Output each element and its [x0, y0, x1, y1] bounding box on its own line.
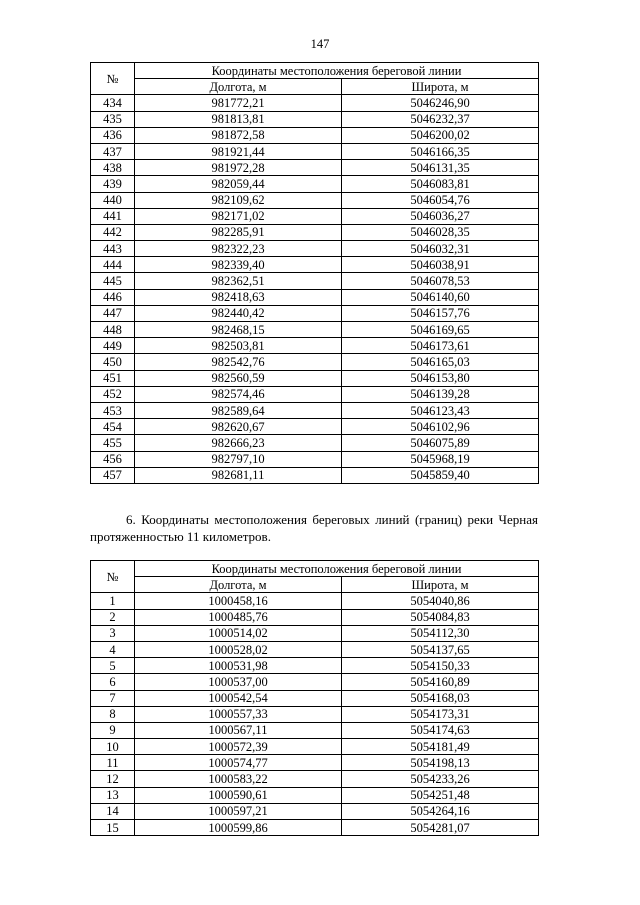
longitude-cell: 1000597,21	[135, 803, 342, 819]
row-number-cell: 447	[91, 305, 135, 321]
row-number-cell: 456	[91, 451, 135, 467]
row-number-cell: 444	[91, 257, 135, 273]
table-row	[91, 609, 539, 625]
row-number-cell: 434	[91, 95, 135, 111]
row-number-cell: 446	[91, 289, 135, 305]
column-header-latitude: Широта, м	[342, 79, 539, 95]
latitude-cell: 5054084,83	[342, 609, 539, 625]
latitude-cell: 5054112,30	[342, 625, 539, 641]
table-row	[91, 241, 539, 257]
table-row	[91, 111, 539, 127]
latitude-cell: 5045859,40	[342, 467, 539, 483]
table-row	[91, 224, 539, 240]
table-row	[91, 338, 539, 354]
row-number-cell: 454	[91, 419, 135, 435]
longitude-cell: 1000583,22	[135, 771, 342, 787]
row-number-cell: 457	[91, 467, 135, 483]
longitude-cell: 981972,28	[135, 160, 342, 176]
latitude-cell: 5054233,26	[342, 771, 539, 787]
row-number-cell: 449	[91, 338, 135, 354]
longitude-cell: 1000542,54	[135, 690, 342, 706]
table-row	[91, 160, 539, 176]
longitude-cell: 982681,11	[135, 467, 342, 483]
longitude-cell: 982418,63	[135, 289, 342, 305]
row-number-cell: 9	[91, 722, 135, 738]
table-row	[91, 641, 539, 657]
row-number-cell: 10	[91, 739, 135, 755]
table-row	[91, 739, 539, 755]
longitude-cell: 1000572,39	[135, 739, 342, 755]
row-number-cell: 8	[91, 706, 135, 722]
section-paragraph	[90, 511, 538, 545]
longitude-cell: 982339,40	[135, 257, 342, 273]
latitude-cell: 5046131,35	[342, 160, 539, 176]
table-row	[91, 435, 539, 451]
latitude-cell: 5054168,03	[342, 690, 539, 706]
longitude-cell: 982322,23	[135, 241, 342, 257]
coordinates-table-2	[90, 560, 539, 836]
row-number-cell: 15	[91, 820, 135, 836]
table-row	[91, 95, 539, 111]
latitude-cell: 5054040,86	[342, 593, 539, 609]
latitude-cell: 5054160,89	[342, 674, 539, 690]
longitude-cell: 982468,15	[135, 322, 342, 338]
table-row	[91, 402, 539, 418]
table-row	[91, 787, 539, 803]
table-row	[91, 690, 539, 706]
row-number-cell: 13	[91, 787, 135, 803]
row-number-cell: 11	[91, 755, 135, 771]
longitude-cell: 1000514,02	[135, 625, 342, 641]
longitude-cell: 982589,64	[135, 402, 342, 418]
row-number-cell: 2	[91, 609, 135, 625]
column-header-latitude: Широта, м	[342, 577, 539, 593]
latitude-cell: 5054173,31	[342, 706, 539, 722]
longitude-cell: 981872,58	[135, 127, 342, 143]
latitude-cell: 5046078,53	[342, 273, 539, 289]
latitude-cell: 5046153,80	[342, 370, 539, 386]
latitude-cell: 5046246,90	[342, 95, 539, 111]
column-header-number: №	[91, 63, 135, 95]
column-header-number: №	[91, 561, 135, 593]
row-number-cell: 442	[91, 224, 135, 240]
row-number-cell: 451	[91, 370, 135, 386]
longitude-cell: 982285,91	[135, 224, 342, 240]
row-number-cell: 5	[91, 658, 135, 674]
row-number-cell: 435	[91, 111, 135, 127]
row-number-cell: 452	[91, 386, 135, 402]
latitude-cell: 5046036,27	[342, 208, 539, 224]
table-row	[91, 257, 539, 273]
latitude-cell: 5046165,03	[342, 354, 539, 370]
row-number-cell: 436	[91, 127, 135, 143]
row-number-cell: 445	[91, 273, 135, 289]
latitude-cell: 5046200,02	[342, 127, 539, 143]
row-number-cell: 443	[91, 241, 135, 257]
row-number-cell: 7	[91, 690, 135, 706]
table-row	[91, 674, 539, 690]
row-number-cell: 4	[91, 641, 135, 657]
table-row	[91, 451, 539, 467]
row-number-cell: 12	[91, 771, 135, 787]
longitude-cell: 982620,67	[135, 419, 342, 435]
latitude-cell: 5054264,16	[342, 803, 539, 819]
row-number-cell: 3	[91, 625, 135, 641]
table-row	[91, 208, 539, 224]
page-number: 147	[310, 37, 330, 51]
longitude-cell: 1000574,77	[135, 755, 342, 771]
table-row	[91, 127, 539, 143]
latitude-cell: 5054137,65	[342, 641, 539, 657]
longitude-cell: 981772,21	[135, 95, 342, 111]
latitude-cell: 5046102,96	[342, 419, 539, 435]
column-header-longitude: Долгота, м	[135, 79, 342, 95]
longitude-cell: 982440,42	[135, 305, 342, 321]
table-row	[91, 593, 539, 609]
latitude-cell: 5045968,19	[342, 451, 539, 467]
longitude-cell: 1000528,02	[135, 641, 342, 657]
coordinates-table-1	[90, 62, 539, 484]
latitude-cell: 5046083,81	[342, 176, 539, 192]
longitude-cell: 982503,81	[135, 338, 342, 354]
longitude-cell: 1000557,33	[135, 706, 342, 722]
longitude-cell: 1000531,98	[135, 658, 342, 674]
table-row	[91, 706, 539, 722]
table-body	[91, 95, 539, 484]
latitude-cell: 5046139,28	[342, 386, 539, 402]
longitude-cell: 982560,59	[135, 370, 342, 386]
table-row	[91, 322, 539, 338]
table-row	[91, 176, 539, 192]
latitude-cell: 5054198,13	[342, 755, 539, 771]
latitude-cell: 5046028,35	[342, 224, 539, 240]
latitude-cell: 5046232,37	[342, 111, 539, 127]
longitude-cell: 981921,44	[135, 143, 342, 159]
table-row	[91, 370, 539, 386]
table-row	[91, 625, 539, 641]
column-header-longitude: Долгота, м	[135, 577, 342, 593]
table-row	[91, 192, 539, 208]
row-number-cell: 6	[91, 674, 135, 690]
latitude-cell: 5046032,31	[342, 241, 539, 257]
latitude-cell: 5046123,43	[342, 402, 539, 418]
table-row	[91, 771, 539, 787]
table-row	[91, 143, 539, 159]
latitude-cell: 5046173,61	[342, 338, 539, 354]
longitude-cell: 982059,44	[135, 176, 342, 192]
latitude-cell: 5046166,35	[342, 143, 539, 159]
column-group-header: Координаты местоположения береговой линии	[135, 561, 539, 577]
row-number-cell: 453	[91, 402, 135, 418]
row-number-cell: 438	[91, 160, 135, 176]
table-row	[91, 354, 539, 370]
latitude-cell: 5046038,91	[342, 257, 539, 273]
longitude-cell: 981813,81	[135, 111, 342, 127]
longitude-cell: 1000537,00	[135, 674, 342, 690]
latitude-cell: 5054150,33	[342, 658, 539, 674]
column-group-header: Координаты местоположения береговой линии	[135, 63, 539, 79]
longitude-cell: 1000458,16	[135, 593, 342, 609]
latitude-cell: 5054181,49	[342, 739, 539, 755]
longitude-cell: 1000599,86	[135, 820, 342, 836]
row-number-cell: 450	[91, 354, 135, 370]
row-number-cell: 440	[91, 192, 135, 208]
row-number-cell: 441	[91, 208, 135, 224]
row-number-cell: 14	[91, 803, 135, 819]
table-row	[91, 820, 539, 836]
table-row	[91, 755, 539, 771]
longitude-cell: 982362,51	[135, 273, 342, 289]
longitude-cell: 982171,02	[135, 208, 342, 224]
latitude-cell: 5046169,65	[342, 322, 539, 338]
longitude-cell: 1000590,61	[135, 787, 342, 803]
latitude-cell: 5046054,76	[342, 192, 539, 208]
latitude-cell: 5054281,07	[342, 820, 539, 836]
table-row	[91, 722, 539, 738]
latitude-cell: 5054174,63	[342, 722, 539, 738]
latitude-cell: 5046157,76	[342, 305, 539, 321]
row-number-cell: 455	[91, 435, 135, 451]
longitude-cell: 982109,62	[135, 192, 342, 208]
table-row	[91, 419, 539, 435]
row-number-cell: 437	[91, 143, 135, 159]
section-paragraph-line: протяженностью 11 километров.	[90, 529, 271, 544]
table-row	[91, 386, 539, 402]
latitude-cell: 5046075,89	[342, 435, 539, 451]
section-paragraph-line: 6. Координаты местоположения береговых линий (границ) реки Черная	[126, 512, 538, 527]
latitude-cell: 5046140,60	[342, 289, 539, 305]
table-row	[91, 289, 539, 305]
row-number-cell: 448	[91, 322, 135, 338]
latitude-cell: 5054251,48	[342, 787, 539, 803]
row-number-cell: 1	[91, 593, 135, 609]
longitude-cell: 982574,46	[135, 386, 342, 402]
table-row	[91, 803, 539, 819]
longitude-cell: 982542,76	[135, 354, 342, 370]
longitude-cell: 982797,10	[135, 451, 342, 467]
table-row	[91, 467, 539, 483]
longitude-cell: 982666,23	[135, 435, 342, 451]
table-row	[91, 658, 539, 674]
table-body	[91, 593, 539, 836]
longitude-cell: 1000567,11	[135, 722, 342, 738]
table-row	[91, 305, 539, 321]
row-number-cell: 439	[91, 176, 135, 192]
table-row	[91, 273, 539, 289]
longitude-cell: 1000485,76	[135, 609, 342, 625]
